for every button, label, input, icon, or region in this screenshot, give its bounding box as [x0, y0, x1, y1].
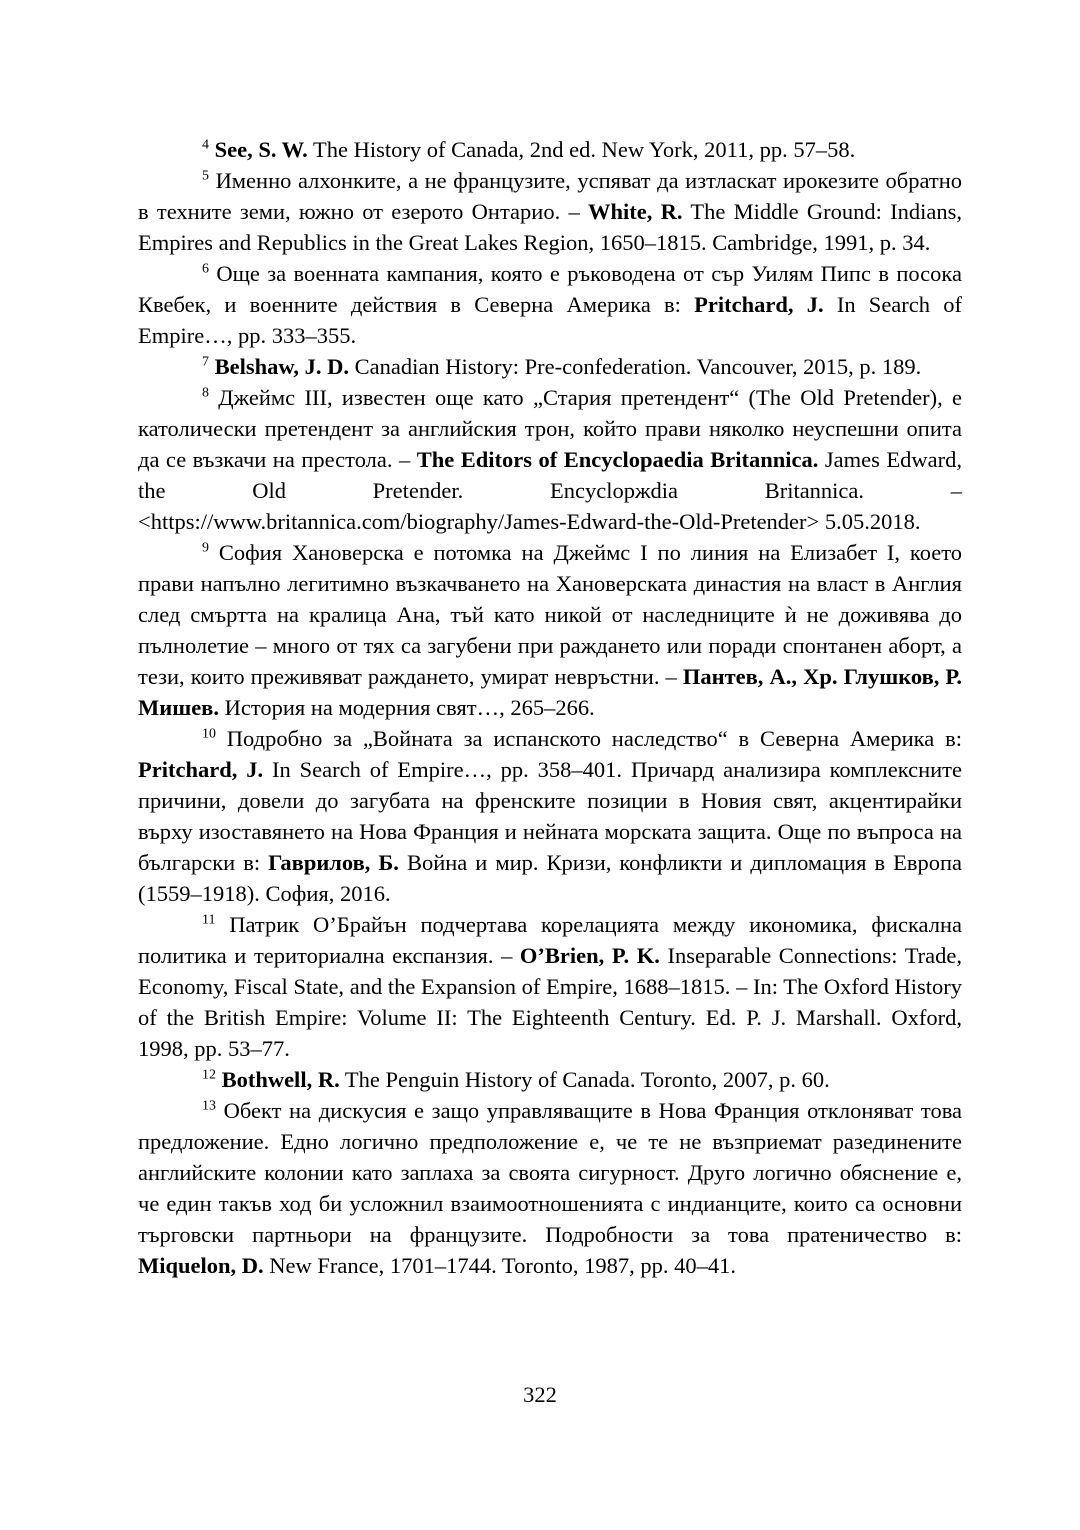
footnote-number: 12	[202, 1067, 216, 1083]
footnote-number: 10	[202, 726, 216, 742]
footnote-text: The Middle Ground: Indians, Empires and Republics in the Great Lakes Region, 1650–1815. Cambridge, 1991, p. 34.	[138, 199, 962, 255]
footnote-text: New France, 1701–1744. Toronto, 1987, pp. 40–41.	[263, 1253, 736, 1278]
footnote-text: James Edward, the Old Pretender. Encyclopжdia Britannica. – <https://www.britannica.com/biography/James-Edward-the-Old-Pretender> 5.05.2018.	[138, 447, 962, 534]
footnote-text: In Search of Empire…, pp. 358–401. Причард анализира комплексните причини, довели до загубата на френските позиции в Новия свят, акцентирайки върху изоставянето на Нова Франция и нейната морската защита. Още по въпроса на български в:	[138, 757, 962, 875]
footnote-author: Bothwell, R.	[221, 1067, 340, 1092]
footnote-text: Джеймс III, известен още като „Стария претендент“ (The Old Pretender), е католически претендент за английския трон, който прави няколко неуспешни опита да се възкачи на престола. –	[138, 385, 963, 472]
footnote-10	[138, 723, 962, 909]
footnote-number: 7	[202, 354, 209, 370]
footnote-author: Miquelon, D.	[138, 1253, 264, 1278]
footnote-text: Обект на дискусия е защо управляващите в Нова Франция отклоняват това предложение. Едно логично предположение е, че те не възприемат разединените английските колонии като заплаха за своята сигурност. Друго логично обяснение е, че един такъв ход би усложнил взаимоотношенията с индианците, които са основни търговски партньори на французите. Подробности за това пратеничество в:	[138, 1098, 963, 1247]
page-number: 322	[523, 1382, 557, 1407]
footnote-8	[138, 382, 962, 537]
footnote-text: Inseparable Connections: Trade, Economy, Fiscal State, and the Expansion of Empire, 1688–1815. – In: The Oxford History of the British Empire: Volume II: The Eighteenth Century. Ed. P. J. Marshall. Oxford, 1998, pp. 53–77.	[138, 943, 962, 1061]
footnote-4	[138, 134, 962, 165]
footnote-number: 8	[202, 385, 209, 401]
footnote-number: 6	[202, 261, 209, 277]
footnote-author: Гаврилов, Б.	[268, 850, 399, 875]
footnote-text: Още за военната кампания, която е ръководена от сър Уилям Пипс в посока Квебек, и военните действия в Северна Америка в:	[138, 261, 962, 317]
footnotes-block	[138, 134, 962, 1281]
footnote-author: Pritchard, J.	[138, 757, 264, 782]
footnote-text: Именно алхонките, а не французите, успяват да изтласкат ирокезите обратно в техните земи, южно от езерото Онтарио. –	[138, 168, 962, 224]
footnote-author: See, S. W.	[214, 137, 308, 162]
footnote-author: Belshaw, J. D.	[214, 354, 349, 379]
footnote-text: The Penguin History of Canada. Toronto, 2007, p. 60.	[339, 1067, 830, 1092]
footnote-number: 13	[202, 1098, 216, 1114]
footnote-12	[138, 1064, 962, 1095]
footnote-author: The Editors of Encyclopaedia Britannica.	[416, 447, 819, 472]
footnote-number: 9	[202, 540, 209, 556]
footnote-7	[138, 351, 962, 382]
footnote-11	[138, 909, 962, 1064]
footnote-text: The History of Canada, 2nd ed. New York, 2011, pp. 57–58.	[307, 137, 856, 162]
footnote-6	[138, 258, 962, 351]
footnote-text: София Хановерска е потомка на Джеймс I по линия на Елизабет I, което прави напълно легитимно възкачването на Хановерската династия на власт в Англия след смъртта на кралица Ана, тъй като никой от наследниците ѝ не доживява до пълнолетие – много от тях са загубени при раждането или поради спонтанен аборт, а тези, които преживяват раждането, умират невръстни. –	[138, 540, 962, 689]
footnote-number: 11	[202, 912, 216, 928]
footnote-text: Подробно за „Войната за испанското наследство“ в Северна Америка в:	[226, 726, 962, 751]
footnote-text: In Search of Empire…, pp. 333–355.	[138, 292, 962, 348]
footnote-text: Canadian History: Pre-confederation. Vancouver, 2015, p. 189.	[349, 354, 922, 379]
footnote-author: Пантев, А., Хр. Глушков, Р. Мишев.	[138, 664, 962, 720]
footnote-author: Pritchard, J.	[694, 292, 824, 317]
footnote-text: Война и мир. Кризи, конфликти и дипломация в Европа (1559–1918). София, 2016.	[138, 850, 962, 906]
footnote-text: Патрик О’Брайън подчертава корелацията между икономика, фискална политика и териториална експанзия. –	[138, 912, 962, 968]
footnote-text: История на модерния свят…, 265–266.	[218, 695, 595, 720]
footnote-13	[138, 1095, 962, 1281]
footnote-author: White, R.	[588, 199, 683, 224]
footnote-author: O’Brien, P. K.	[519, 943, 660, 968]
footnote-number: 4	[202, 137, 209, 153]
footnote-number: 5	[202, 168, 209, 184]
footnote-9	[138, 537, 962, 723]
footnote-5	[138, 165, 962, 258]
